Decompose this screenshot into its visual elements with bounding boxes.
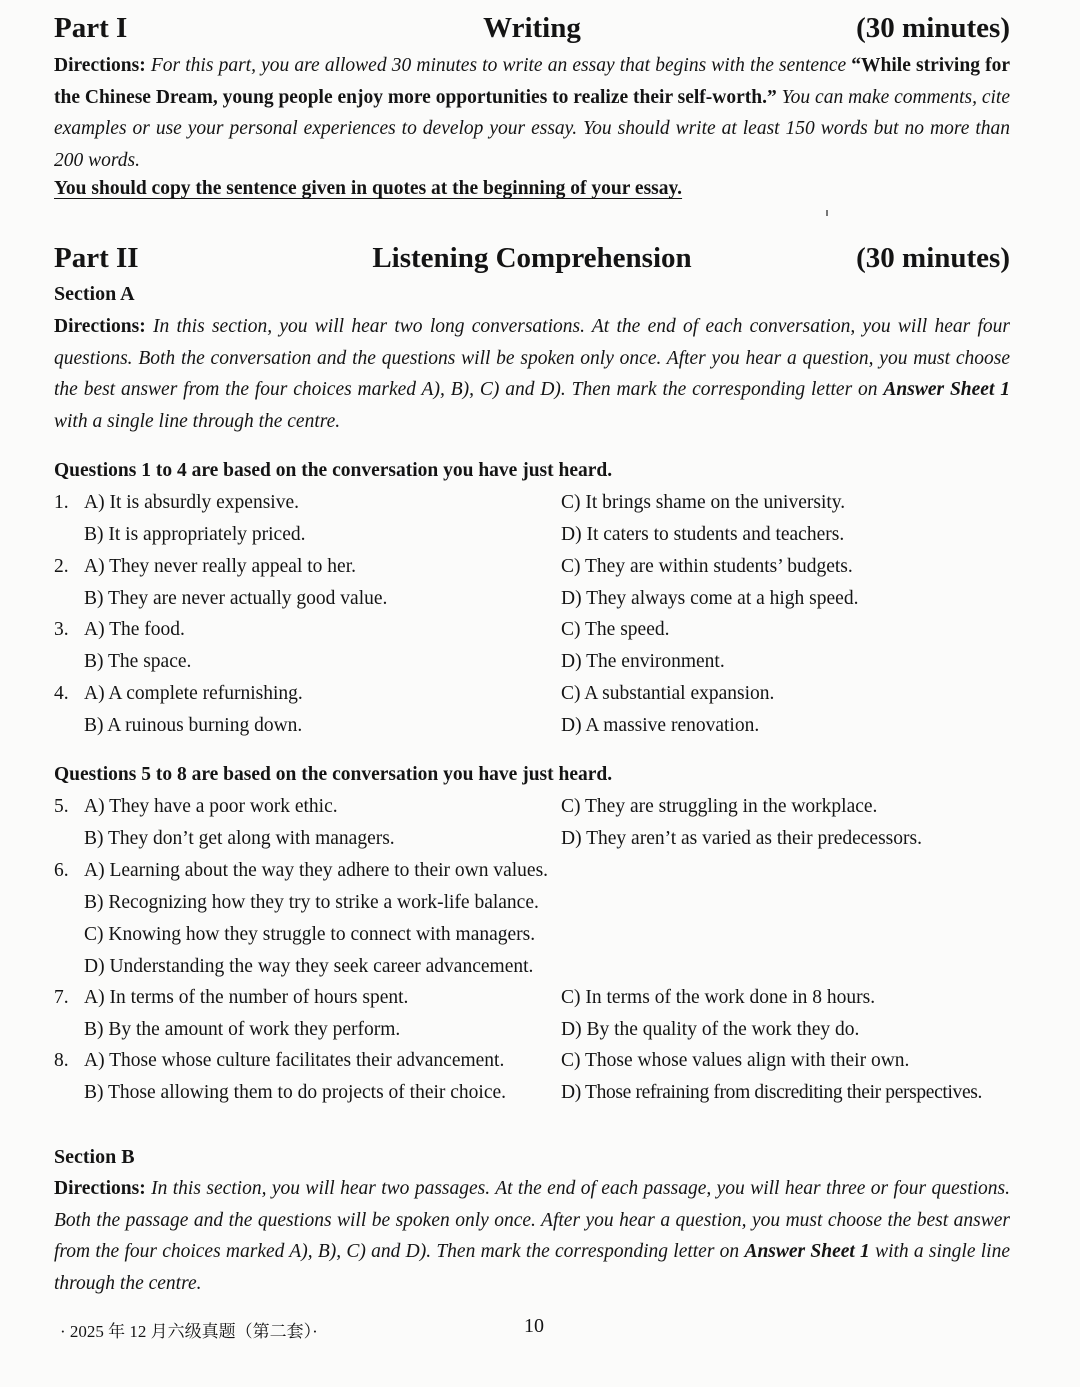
- section-a-label: Section A: [54, 283, 135, 305]
- option-a: A) They never really appeal to her.: [84, 556, 356, 577]
- option-b: B) Recognizing how they try to strike a work-life balance.: [84, 892, 539, 913]
- option-a: A) A complete refurnishing.: [84, 683, 303, 704]
- option-a: A) They have a poor work ethic.: [84, 796, 338, 817]
- option-b: B) A ruinous burning down.: [84, 715, 303, 736]
- option-b: B) The space.: [84, 651, 192, 672]
- section-a-directions-text-2: with a single line through the centre.: [54, 410, 341, 432]
- part2-number: Part II: [54, 242, 139, 274]
- question-6: [54, 855, 1014, 983]
- question-number: 6.: [54, 860, 69, 881]
- option-b: B) They don’t get along with managers.: [84, 828, 395, 849]
- questions-5-8-heading: Questions 5 to 8 are based on the conversation you have just heard.: [54, 764, 613, 785]
- part1-directions: [54, 50, 1010, 176]
- part2-time: (30 minutes): [856, 242, 1010, 274]
- section-b-answer-sheet: Answer Sheet 1: [744, 1241, 870, 1263]
- option-c: C) In terms of the work done in 8 hours.: [561, 987, 876, 1008]
- option-b: B) Those allowing them to do projects of their choice.: [84, 1082, 507, 1103]
- page-number: 10: [524, 1315, 544, 1337]
- part1-number: Part I: [54, 12, 128, 44]
- part2-title: Listening Comprehension: [372, 242, 692, 274]
- question-number: 8.: [54, 1050, 69, 1071]
- part2-header: [54, 242, 1010, 282]
- part1-directions-text-1: For this part, you are allowed 30 minutes to write an essay that begins with the sentence: [145, 55, 852, 76]
- footer-exam-title: · 2025 年 12 月六级真题（第二套）·: [60, 1322, 318, 1341]
- question-number: 7.: [54, 987, 69, 1008]
- option-c: C) Those whose values align with their own.: [561, 1050, 910, 1071]
- part1-copy-note: You should copy the sentence given in quotes at the beginning of your essay.: [54, 178, 683, 199]
- option-c: C) A substantial expansion.: [561, 683, 775, 704]
- section-b-directions-text-2: with a single line through the centre.: [54, 1241, 1010, 1294]
- section-a-directions: [54, 311, 1010, 437]
- option-a: A) The food.: [84, 619, 185, 640]
- option-b: B) By the amount of work they perform.: [84, 1019, 401, 1040]
- question-number: 1.: [54, 492, 69, 513]
- part1-title: Writing: [483, 12, 581, 44]
- option-a: A) Those whose culture facilitates their advancement.: [84, 1050, 505, 1071]
- option-c: C) It brings shame on the university.: [561, 492, 846, 513]
- question-8: [54, 1045, 1014, 1173]
- question-number: 2.: [54, 556, 69, 577]
- question-number: 3.: [54, 619, 69, 640]
- section-b-directions-text-1: In this section, you will hear two passages. At the end of each passage, you will hear three or four questions. Both the passage and the questions will be spoken only once. After you hear a question, you must choose the best answer from the four choices marked A), B), C) and D). Then mark the corresponding letter on: [54, 1178, 1010, 1263]
- option-d: D) A massive renovation.: [561, 715, 760, 736]
- option-b: B) They are never actually good value.: [84, 588, 388, 609]
- part1-essay-quote: “While striving for the Chinese Dream, young people enjoy more opportunities to realize their self-worth.”: [54, 55, 1010, 108]
- section-b-directions: [54, 1173, 1010, 1299]
- option-b: B) It is appropriately priced.: [84, 524, 306, 545]
- option-d: D) By the quality of the work they do.: [561, 1019, 860, 1040]
- option-a: A) It is absurdly expensive.: [84, 492, 299, 513]
- section-b-directions-label: Directions:: [54, 1178, 146, 1199]
- section-a-directions-text-1: In this section, you will hear two long conversations. At the end of each conversation, you will hear four questions. Both the conversation and the questions will be spoken only once. After you hear a question, you must choose the best answer from the four choices marked A), B), C) and D). Then mark the corresponding letter on: [54, 316, 1010, 401]
- option-a: A) In terms of the number of hours spent.: [84, 987, 409, 1008]
- option-c: C) The speed.: [561, 619, 670, 640]
- option-d: D) They aren’t as varied as their predecessors.: [561, 828, 922, 849]
- section-a-answer-sheet: Answer Sheet 1: [883, 379, 1010, 401]
- part1-header: [54, 12, 1010, 52]
- option-d: D) They always come at a high speed.: [561, 588, 859, 609]
- option-d: D) It caters to students and teachers.: [561, 524, 845, 545]
- part1-directions-label: Directions:: [54, 55, 146, 76]
- option-c: C) They are within students’ budgets.: [561, 556, 853, 577]
- option-a: A) Learning about the way they adhere to their own values.: [84, 860, 549, 881]
- part1-directions-text-2: You can make comments, cite examples or use your personal experiences to develop your essay. You should write at least 150 words but no more than 200 words.: [54, 86, 1010, 171]
- option-d: D) The environment.: [561, 651, 725, 672]
- option-c: C) They are struggling in the workplace.: [561, 796, 878, 817]
- question-number: 5.: [54, 796, 69, 817]
- option-d: D) Those refraining from discrediting their perspectives.: [561, 1082, 983, 1103]
- question-4: [54, 678, 1014, 806]
- questions-1-4-heading: Questions 1 to 4 are based on the conversation you have just heard.: [54, 460, 613, 481]
- scan-speck: [826, 210, 828, 216]
- option-d: D) Understanding the way they seek career advancement.: [84, 956, 534, 977]
- section-b-label: Section B: [54, 1146, 135, 1168]
- part1-time: (30 minutes): [856, 12, 1010, 44]
- question-number: 4.: [54, 683, 69, 704]
- section-a-directions-label: Directions:: [54, 316, 146, 337]
- option-c: C) Knowing how they struggle to connect with managers.: [84, 924, 536, 945]
